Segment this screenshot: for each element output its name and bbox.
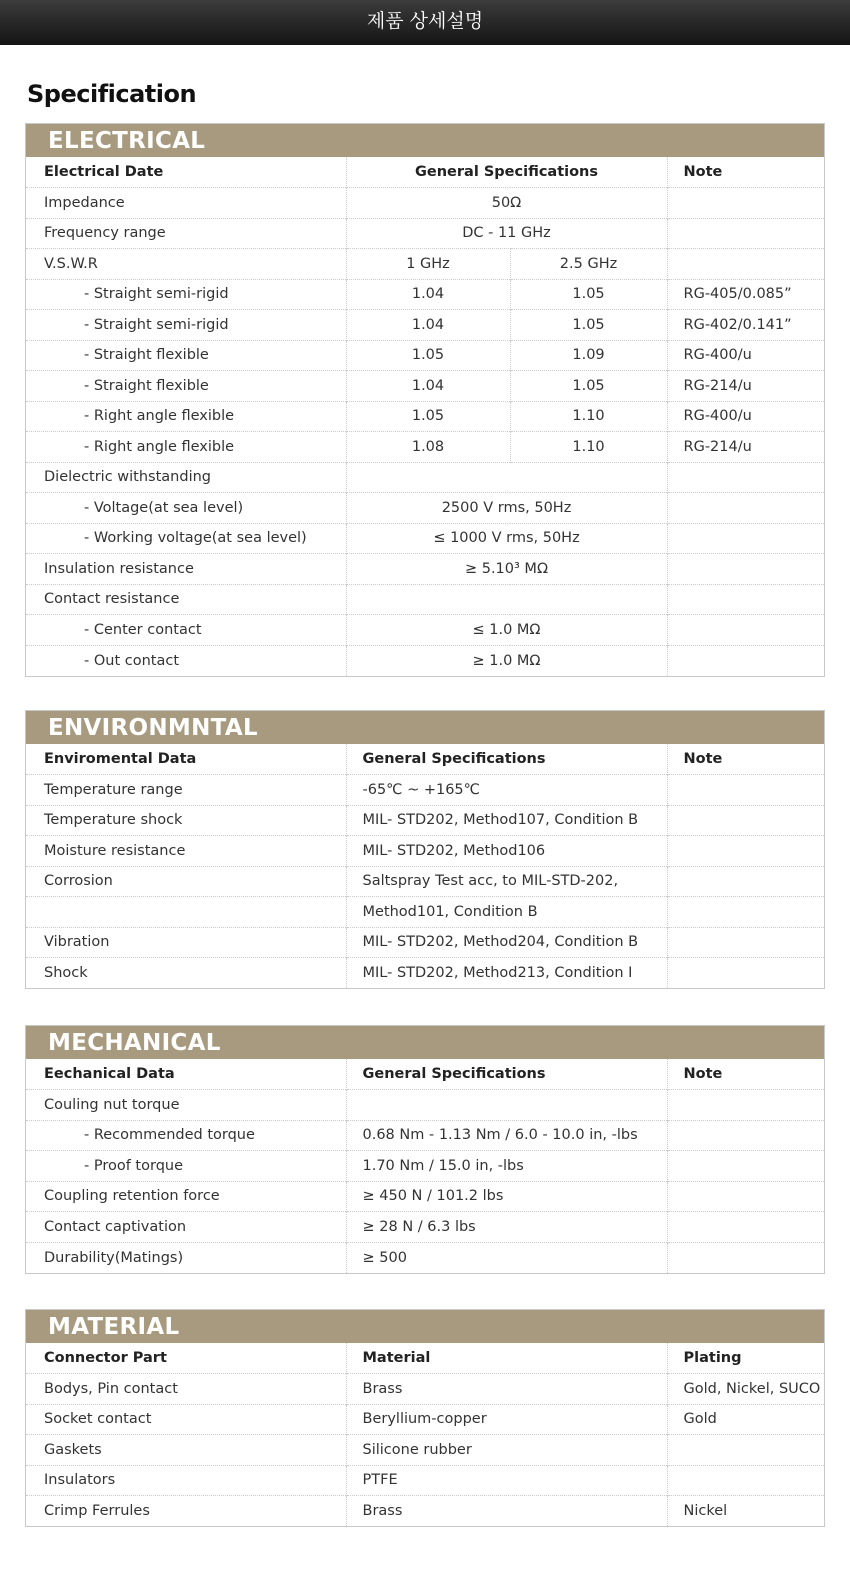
row-value: Silicone rubber <box>346 1435 667 1466</box>
column-header: Connector Part <box>44 1350 167 1366</box>
row-value: 1.04 <box>346 310 510 341</box>
row-label: Shock <box>26 958 346 989</box>
row-note: RG-405/0.085” <box>667 279 824 310</box>
row-label: Crimp Ferrules <box>26 1496 346 1527</box>
table-row <box>26 805 824 836</box>
row-value: Beryllium-copper <box>346 1404 667 1435</box>
row-note <box>667 493 824 524</box>
table-header-row <box>26 744 824 775</box>
row-note <box>667 1090 824 1121</box>
row-note <box>667 897 824 928</box>
table-row <box>26 340 824 371</box>
column-header: Eechanical Data <box>44 1066 175 1082</box>
row-value: ≥ 28 N / 6.3 lbs <box>346 1212 667 1243</box>
column-header: Note <box>667 744 824 775</box>
column-header: Enviromental Data <box>44 751 197 767</box>
row-value: 0.68 Nm - 1.13 Nm / 6.0 - 10.0 in, -lbs <box>346 1120 667 1151</box>
table-row <box>26 249 824 280</box>
row-value: PTFE <box>346 1465 667 1496</box>
table-row <box>26 523 824 554</box>
table-header-row <box>26 157 824 188</box>
column-header: Note <box>667 1059 824 1090</box>
environmental-section-title: ENVIRONMNTAL <box>26 711 824 744</box>
table-row <box>26 584 824 615</box>
table-row <box>26 218 824 249</box>
table-row <box>26 188 824 219</box>
row-note <box>667 1242 824 1273</box>
table-row <box>26 615 824 646</box>
row-label: Gaskets <box>26 1435 346 1466</box>
row-note: Gold, Nickel, SUCO <box>667 1374 824 1405</box>
row-value: ≥ 450 N / 101.2 lbs <box>346 1181 667 1212</box>
row-value: 1.70 Nm / 15.0 in, -lbs <box>346 1151 667 1182</box>
table-row <box>26 1090 824 1121</box>
row-value: MIL- STD202, Method204, Condition B <box>346 927 667 958</box>
row-label: - Straight semi-rigid <box>26 279 346 310</box>
row-value: Brass <box>346 1374 667 1405</box>
row-note <box>667 1181 824 1212</box>
material-section-title: MATERIAL <box>26 1310 824 1343</box>
row-note <box>667 615 824 646</box>
table-row <box>26 1120 824 1151</box>
row-label: Durability(Matings) <box>26 1242 346 1273</box>
table-row <box>26 1242 824 1273</box>
row-value: 1.08 <box>346 432 510 463</box>
row-value: Brass <box>346 1496 667 1527</box>
row-note <box>667 584 824 615</box>
row-value <box>346 462 667 493</box>
row-label: Impedance <box>26 188 346 219</box>
row-value: Method101, Condition B <box>346 897 667 928</box>
row-note: RG-400/u <box>667 401 824 432</box>
table-row <box>26 432 824 463</box>
column-header: General Specifications <box>346 744 667 775</box>
row-label: - Working voltage(at sea level) <box>26 523 346 554</box>
row-label: - Proof torque <box>26 1151 346 1182</box>
electrical-section <box>25 123 825 677</box>
mechanical-table <box>26 1059 824 1273</box>
row-note: RG-402/0.141” <box>667 310 824 341</box>
table-row <box>26 279 824 310</box>
row-label: - Out contact <box>26 645 346 676</box>
row-note <box>667 958 824 989</box>
row-value: 1.10 <box>510 432 667 463</box>
row-note <box>667 645 824 676</box>
row-label <box>26 897 346 928</box>
row-note: RG-214/u <box>667 371 824 402</box>
row-note <box>667 836 824 867</box>
page-title: Specification <box>27 80 197 108</box>
row-label: Insulation resistance <box>26 554 346 585</box>
row-value: 1.09 <box>510 340 667 371</box>
electrical-section-title: ELECTRICAL <box>26 124 824 157</box>
row-note <box>667 866 824 897</box>
row-value: 1.05 <box>346 340 510 371</box>
table-row <box>26 371 824 402</box>
table-row <box>26 1465 824 1496</box>
row-note: RG-400/u <box>667 340 824 371</box>
row-value: MIL- STD202, Method106 <box>346 836 667 867</box>
row-note <box>667 462 824 493</box>
column-header: Material <box>346 1343 667 1374</box>
table-row <box>26 927 824 958</box>
table-row <box>26 401 824 432</box>
row-value: DC - 11 GHz <box>346 218 667 249</box>
row-label: Vibration <box>26 927 346 958</box>
table-row <box>26 554 824 585</box>
row-label: Insulators <box>26 1465 346 1496</box>
row-label: Temperature range <box>26 775 346 806</box>
row-label: - Right angle flexible <box>26 432 346 463</box>
top-title-bar <box>0 0 850 45</box>
row-value: 1.05 <box>510 371 667 402</box>
row-label: Dielectric withstanding <box>26 462 346 493</box>
row-note <box>667 1435 824 1466</box>
table-header-row <box>26 1059 824 1090</box>
table-row <box>26 1496 824 1527</box>
row-note <box>667 1120 824 1151</box>
table-row <box>26 1404 824 1435</box>
row-label: Coupling retention force <box>26 1181 346 1212</box>
row-value: 1.04 <box>346 279 510 310</box>
column-header: General Specifications <box>346 1059 667 1090</box>
row-label: V.S.W.R <box>26 249 346 280</box>
row-label: - Right angle flexible <box>26 401 346 432</box>
table-row <box>26 310 824 341</box>
row-label: Frequency range <box>26 218 346 249</box>
row-note <box>667 1465 824 1496</box>
material-table <box>26 1343 824 1526</box>
column-header: Note <box>667 157 824 188</box>
row-note: Gold <box>667 1404 824 1435</box>
row-note <box>667 249 824 280</box>
table-row <box>26 897 824 928</box>
row-label: Contact resistance <box>26 584 346 615</box>
row-value: MIL- STD202, Method107, Condition B <box>346 805 667 836</box>
table-row <box>26 1435 824 1466</box>
electrical-table <box>26 157 824 676</box>
table-row <box>26 836 824 867</box>
row-value: ≥ 1.0 MΩ <box>346 645 667 676</box>
mechanical-section-title: MECHANICAL <box>26 1026 824 1059</box>
column-header: General Specifications <box>346 157 667 188</box>
column-header: Plating <box>667 1343 824 1374</box>
row-note: Nickel <box>667 1496 824 1527</box>
table-row <box>26 1181 824 1212</box>
row-value: MIL- STD202, Method213, Condition I <box>346 958 667 989</box>
row-note <box>667 554 824 585</box>
row-note <box>667 188 824 219</box>
row-note <box>667 1151 824 1182</box>
row-note <box>667 218 824 249</box>
row-label: Corrosion <box>26 866 346 897</box>
row-label: Couling nut torque <box>26 1090 346 1121</box>
row-label: Socket contact <box>26 1404 346 1435</box>
row-label: - Voltage(at sea level) <box>26 493 346 524</box>
row-value <box>346 1090 667 1121</box>
column-header: Electrical Date <box>44 164 164 180</box>
table-row <box>26 1212 824 1243</box>
table-header-row <box>26 1343 824 1374</box>
row-value: 1.04 <box>346 371 510 402</box>
row-value <box>346 584 667 615</box>
row-value: 2500 V rms, 50Hz <box>346 493 667 524</box>
row-value: 50Ω <box>346 188 667 219</box>
row-value: 1.05 <box>510 279 667 310</box>
row-value: ≥ 500 <box>346 1242 667 1273</box>
material-section <box>25 1309 825 1527</box>
row-label: Contact captivation <box>26 1212 346 1243</box>
mechanical-section <box>25 1025 825 1274</box>
row-value: -65℃ ~ +165℃ <box>346 775 667 806</box>
table-row <box>26 1374 824 1405</box>
row-value: ≥ 5.10³ MΩ <box>346 554 667 585</box>
table-row <box>26 775 824 806</box>
row-note <box>667 1212 824 1243</box>
row-value: 1.05 <box>510 310 667 341</box>
row-label: - Straight semi-rigid <box>26 310 346 341</box>
table-row <box>26 493 824 524</box>
table-row <box>26 958 824 989</box>
vswr-freq-header: 2.5 GHz <box>510 249 667 280</box>
row-label: - Center contact <box>26 615 346 646</box>
row-label: Bodys, Pin contact <box>26 1374 346 1405</box>
row-value: 1.10 <box>510 401 667 432</box>
row-value: 1.05 <box>346 401 510 432</box>
row-value: ≤ 1000 V rms, 50Hz <box>346 523 667 554</box>
row-note <box>667 523 824 554</box>
table-row <box>26 866 824 897</box>
table-row <box>26 1151 824 1182</box>
row-note <box>667 775 824 806</box>
row-note <box>667 805 824 836</box>
table-row <box>26 645 824 676</box>
row-note: RG-214/u <box>667 432 824 463</box>
table-row <box>26 462 824 493</box>
row-label: Moisture resistance <box>26 836 346 867</box>
row-label: - Recommended torque <box>26 1120 346 1151</box>
environmental-table <box>26 744 824 988</box>
row-label: Temperature shock <box>26 805 346 836</box>
row-note <box>667 927 824 958</box>
row-label: - Straight flexible <box>26 340 346 371</box>
row-value: Saltspray Test acc, to MIL-STD-202, <box>346 866 667 897</box>
top-title: 제품 상세설명 <box>366 10 484 32</box>
vswr-freq-header: 1 GHz <box>346 249 510 280</box>
row-value: ≤ 1.0 MΩ <box>346 615 667 646</box>
row-label: - Straight flexible <box>26 371 346 402</box>
environmental-section <box>25 710 825 989</box>
